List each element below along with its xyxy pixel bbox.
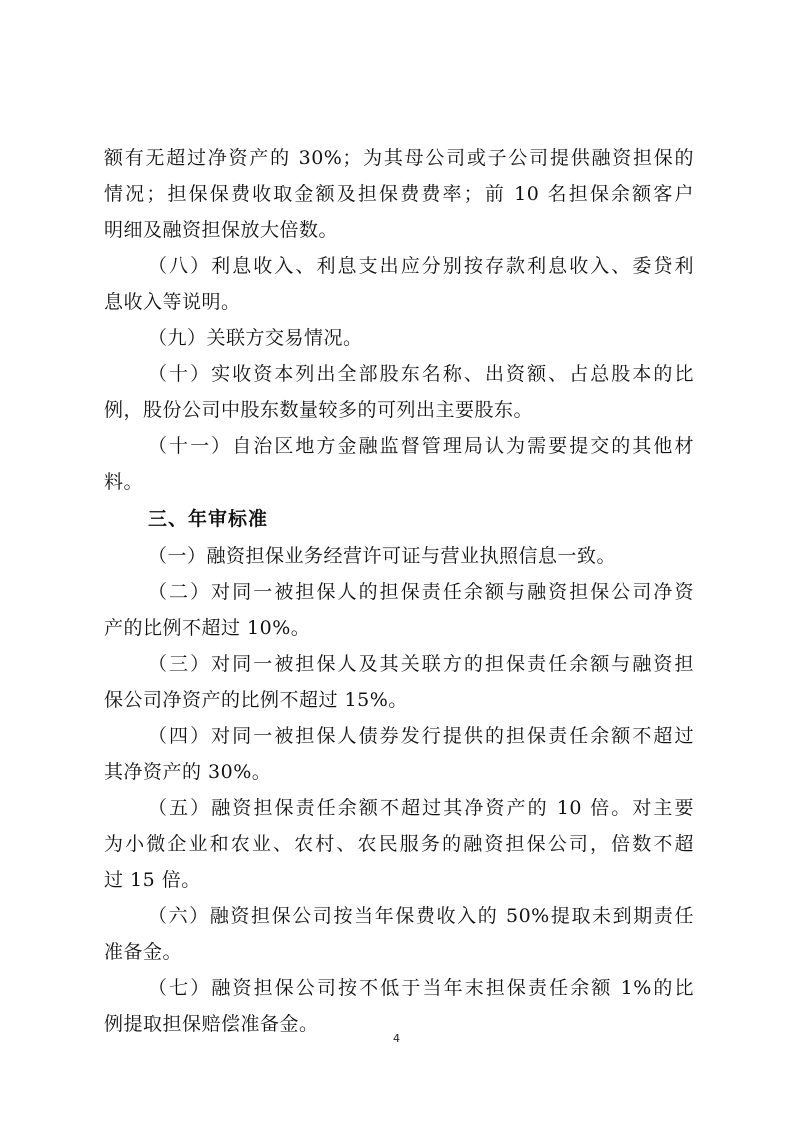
item-11-line: （十一）自治区地方金融监督管理局认为需要提交的其他材 bbox=[148, 435, 694, 457]
body-line: 额有无超过净资产的 30%；为其母公司或子公司提供融资担保的 bbox=[104, 147, 694, 169]
item-11-line: 料。 bbox=[104, 471, 144, 493]
document-body bbox=[104, 140, 694, 1042]
standard-4-line: 其净资产的 30%。 bbox=[104, 761, 272, 783]
standard-7-line: 例提取担保赔偿准备金。 bbox=[104, 1013, 319, 1035]
item-9-line: （九）关联方交易情况。 bbox=[148, 327, 363, 349]
standard-3-line: 保公司净资产的比例不超过 15%。 bbox=[104, 689, 408, 711]
item-10-line: （十）实收资本列出全部股东名称、出资额、占总股本的比 bbox=[148, 363, 694, 385]
item-8-line: （八）利息收入、利息支出应分别按存款利息收入、委贷利 bbox=[148, 255, 694, 277]
body-line: 明细及融资担保放大倍数。 bbox=[104, 219, 339, 241]
standard-1-line: （一）融资担保业务经营许可证与营业执照信息一致。 bbox=[148, 545, 617, 567]
standard-5-line: （五）融资担保责任余额不超过其净资产的 10 倍。对主要 bbox=[148, 797, 694, 819]
standard-6-line: （六）融资担保公司按当年保费收入的 50%提取未到期责任 bbox=[148, 905, 694, 927]
standard-4-line: （四）对同一被担保人债券发行提供的担保责任余额不超过 bbox=[148, 725, 694, 747]
standard-5-line: 过 15 倍。 bbox=[104, 869, 201, 891]
standard-7-line: （七）融资担保公司按不低于当年末担保责任余额 1%的比 bbox=[148, 977, 694, 999]
item-8-line: 息收入等说明。 bbox=[104, 291, 241, 313]
standard-2-line: 产的比例不超过 10%。 bbox=[104, 617, 311, 639]
page-number: 4 bbox=[393, 1032, 400, 1045]
item-10-line: 例，股份公司中股东数量较多的可列出主要股东。 bbox=[104, 399, 534, 421]
standard-5-line: 为小微企业和农业、农村、农民服务的融资担保公司，倍数不超 bbox=[104, 833, 694, 855]
standard-2-line: （二）对同一被担保人的担保责任余额与融资担保公司净资 bbox=[148, 581, 694, 603]
standard-3-line: （三）对同一被担保人及其关联方的担保责任余额与融资担 bbox=[148, 653, 694, 675]
body-line: 情况；担保保费收取金额及担保费费率；前 10 名担保余额客户 bbox=[104, 183, 694, 205]
standard-6-line: 准备金。 bbox=[104, 941, 183, 963]
section-title: 三、年审标准 bbox=[148, 508, 269, 530]
